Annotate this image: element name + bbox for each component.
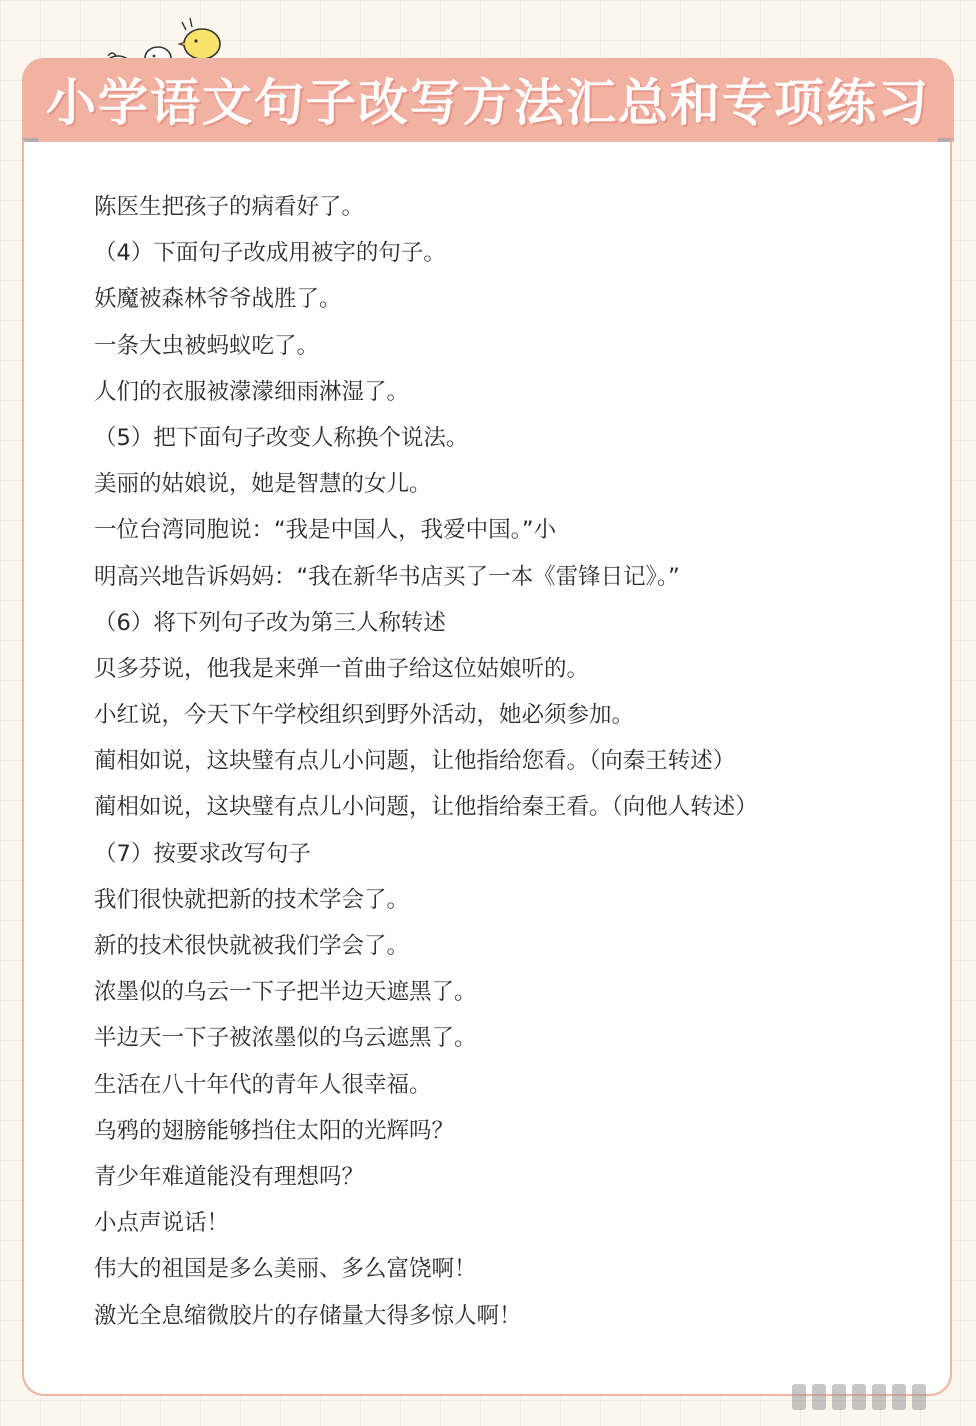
title-banner [22,58,954,142]
page-title: 小学语文句子改写方法汇总和专项练习 [46,74,930,132]
text-line: 浓墨似的乌云一下子把半边天遮黑了。 [94,979,477,1006]
text-line: 贝多芬说，他我是来弹一首曲子给这位姑娘听的。 [94,655,590,682]
watermark-icon [792,1382,962,1412]
section-heading: （5）把下面句子改变人称换个说法。 [94,424,469,451]
text-line: 乌鸦的翅膀能够挡住太阳的光辉吗？ [94,1117,455,1144]
text-line: 伟大的祖国是多么美丽、多么富饶啊！ [94,1256,477,1283]
text-line: 蔺相如说，这块璧有点儿小问题，让他指给秦王看。（向他人转述） [94,794,758,821]
text-line: 小红说，今天下午学校组织到野外活动，她必须参加。 [94,702,635,729]
exercise-list [94,184,920,1339]
section-heading: （7）按要求改写句子 [94,840,311,867]
text-line: 新的技术很快就被我们学会了。 [94,933,410,959]
text-line: 我们很快就把新的技术学会了。 [94,886,410,913]
text-line: 半边天一下子被浓墨似的乌云遮黑了。 [94,1025,477,1052]
text-line: 明高兴地告诉妈妈：“我在新华书店买了一本《雷锋日记》。” [94,563,680,590]
text-line: 激光全息缩微胶片的存储量大得多惊人啊！ [94,1302,522,1329]
text-line: 人们的衣服被濛濛细雨淋湿了。 [94,378,410,405]
text-line: 青少年难道能没有理想吗？ [94,1163,365,1190]
text-line: 陈医生把孩子的病看好了。 [94,194,365,220]
text-line: 美丽的姑娘说，她是智慧的女儿。 [94,471,432,498]
content-card [22,142,952,1396]
section-heading: （4）下面句子改成用被字的句子。 [94,240,446,267]
text-line: 一位台湾同胞说：“我是中国人，我爱中国。”小 [94,517,557,544]
text-line: 小点声说话！ [94,1210,230,1237]
section-heading: （6）将下列句子改为第三人称转述 [94,609,446,636]
text-line: 妖魔被森林爷爷战胜了。 [94,286,342,313]
text-line: 一条大虫被蚂蚁吃了。 [94,332,320,359]
text-line: 蔺相如说，这块璧有点儿小问题，让他指给您看。（向秦王转述） [94,748,736,775]
text-line: 生活在八十年代的青年人很幸福。 [94,1071,432,1098]
